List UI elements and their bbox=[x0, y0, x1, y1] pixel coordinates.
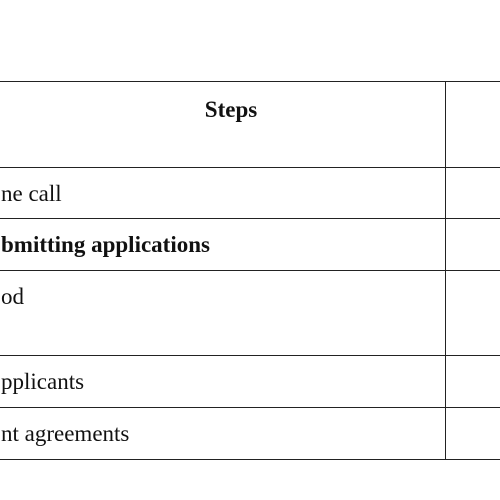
step-cell bbox=[0, 356, 446, 408]
table-row bbox=[0, 408, 500, 460]
table-row bbox=[0, 271, 500, 356]
table-header-row bbox=[0, 82, 500, 168]
step-text: pplicants bbox=[1, 369, 85, 394]
steps-header-cell bbox=[0, 82, 446, 168]
right-header-cell bbox=[446, 82, 500, 168]
steps-table bbox=[0, 81, 500, 460]
step-text: od bbox=[1, 284, 24, 309]
right-cell bbox=[446, 408, 500, 460]
table-row bbox=[0, 219, 500, 271]
right-cell bbox=[446, 168, 500, 219]
step-cell bbox=[0, 168, 446, 219]
steps-header-label: Steps bbox=[204, 97, 258, 122]
right-cell bbox=[446, 356, 500, 408]
step-text: nt agreements bbox=[1, 421, 130, 446]
table-row bbox=[0, 356, 500, 408]
step-cell bbox=[0, 271, 446, 356]
right-cell bbox=[446, 271, 500, 356]
step-cell bbox=[0, 219, 446, 271]
right-cell bbox=[446, 219, 500, 271]
step-cell bbox=[0, 408, 446, 460]
step-text: ne call bbox=[1, 181, 62, 206]
step-text: bmitting applications bbox=[1, 232, 210, 257]
table-row bbox=[0, 168, 500, 219]
